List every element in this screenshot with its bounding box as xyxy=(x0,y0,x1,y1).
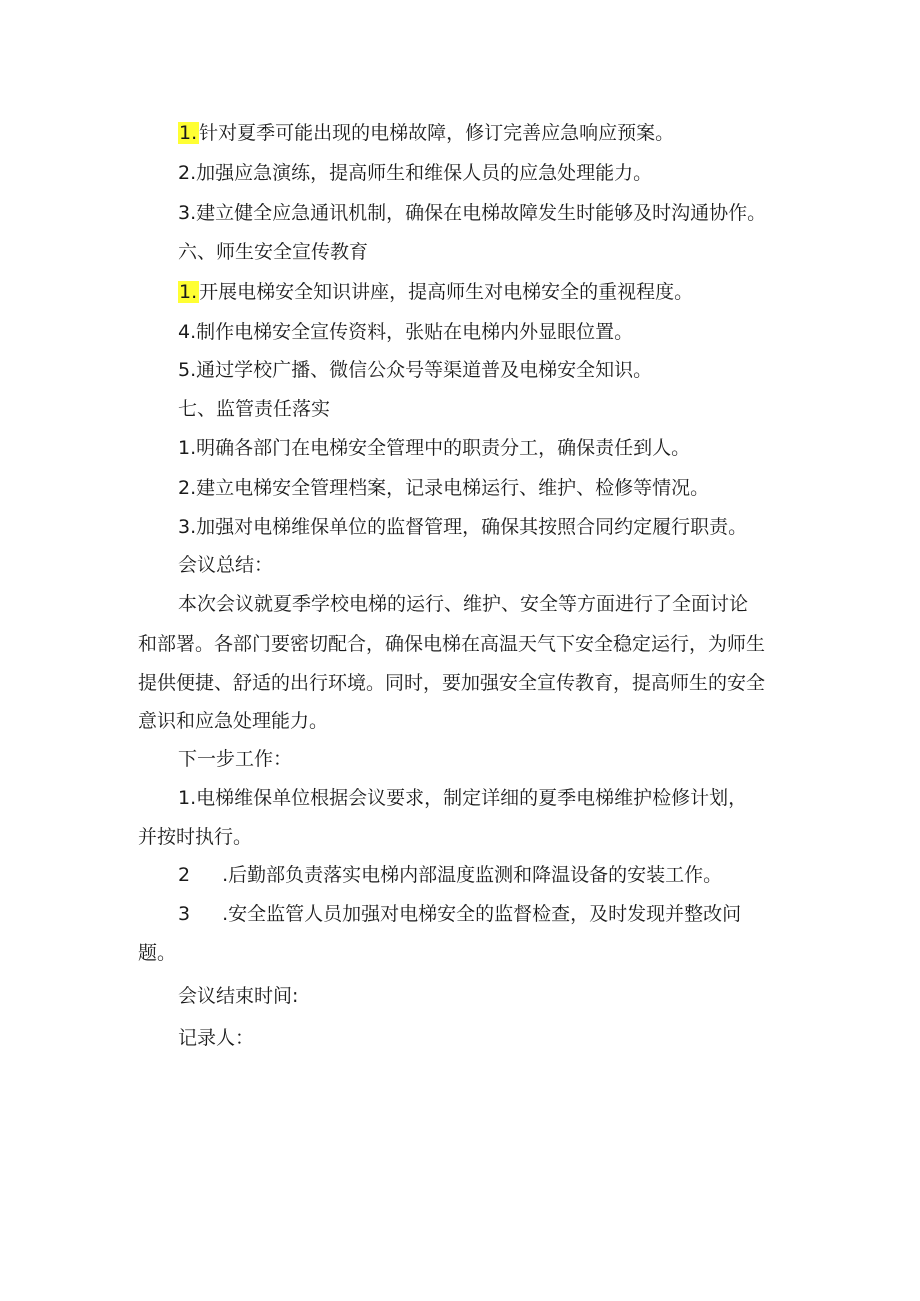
item-number: 2 xyxy=(178,477,191,499)
item-number: 4 xyxy=(178,321,191,343)
summary-line-3: 提供便捷、舒适的出行环境。同时，要加强安全宣传教育，提高师生的安全 xyxy=(138,672,766,694)
item-text: .建立电梯安全管理档案，记录电梯运行、维护、检修等情况。 xyxy=(190,477,710,499)
next-step-3 xyxy=(178,902,741,926)
summary-line-4: 意识和应急处理能力。 xyxy=(138,710,329,732)
item-number: 5 xyxy=(178,359,191,381)
item-number: 3 xyxy=(178,516,191,538)
item-number: 2 xyxy=(178,162,191,184)
section6-heading: 六、师生安全宣传教育 xyxy=(178,241,369,263)
next-step-2 xyxy=(178,863,722,887)
meeting-end-time-label: 会议结束时间: xyxy=(178,985,299,1007)
item-text: .后勤部负责落实电梯内部温度监测和降温设备的安装工作。 xyxy=(222,864,723,886)
item-number: 3 xyxy=(178,903,191,925)
section7-item-3 xyxy=(178,515,747,539)
item-text: .建立健全应急通讯机制，确保在电梯故障发生时能够及时沟通协作。 xyxy=(190,202,767,224)
item-text: .加强应急演练，提高师生和维保人员的应急处理能力。 xyxy=(190,162,653,184)
next-step-3-continuation: 题。 xyxy=(138,942,177,964)
section7-item-1 xyxy=(178,436,690,460)
next-step-1 xyxy=(178,786,747,810)
section7-item-2 xyxy=(178,476,709,500)
highlighted-number: 1. xyxy=(179,122,198,144)
section6-item-2 xyxy=(178,320,633,344)
item-text: .电梯维保单位根据会议要求，制定详细的夏季电梯维护检修计划， xyxy=(190,787,748,809)
section6-item-1 xyxy=(178,280,693,304)
item-text: .制作电梯安全宣传资料，张贴在电梯内外显眼位置。 xyxy=(190,321,634,343)
summary-line-2: 和部署。各部门要密切配合，确保电梯在高温天气下安全稳定运行，为师生 xyxy=(138,633,766,655)
item-number: 2 xyxy=(178,864,191,886)
next-steps-heading: 下一步工作： xyxy=(178,748,293,770)
section5-item-1 xyxy=(178,121,674,145)
next-step-1-continuation: 并按时执行。 xyxy=(138,826,253,848)
recorder-label: 记录人： xyxy=(178,1027,255,1049)
section5-item-3 xyxy=(178,201,766,225)
item-text: .明确各部门在电梯安全管理中的职责分工，确保责任到人。 xyxy=(190,437,691,459)
item-number: 1 xyxy=(178,437,191,459)
section7-heading: 七、监管责任落实 xyxy=(178,398,331,420)
section5-item-2 xyxy=(178,161,652,185)
summary-line-1: 本次会议就夏季学校电梯的运行、维护、安全等方面进行了全面讨论 xyxy=(178,593,749,615)
item-text: .加强对电梯维保单位的监督管理，确保其按照合同约定履行职责。 xyxy=(190,516,748,538)
item-text: 开展电梯安全知识讲座，提高师生对电梯安全的重视程度。 xyxy=(199,281,694,303)
highlighted-number: 1. xyxy=(179,281,198,303)
summary-heading: 会议总结： xyxy=(178,554,274,576)
item-text: .通过学校广播、微信公众号等渠道普及电梯安全知识。 xyxy=(190,359,653,381)
item-number: 3 xyxy=(178,202,191,224)
item-text: .安全监管人员加强对电梯安全的监督检查，及时发现并整改问 xyxy=(222,903,742,925)
section6-item-3 xyxy=(178,358,652,382)
item-text: 针对夏季可能出现的电梯故障，修订完善应急响应预案。 xyxy=(199,122,675,144)
item-number: 1 xyxy=(178,787,191,809)
